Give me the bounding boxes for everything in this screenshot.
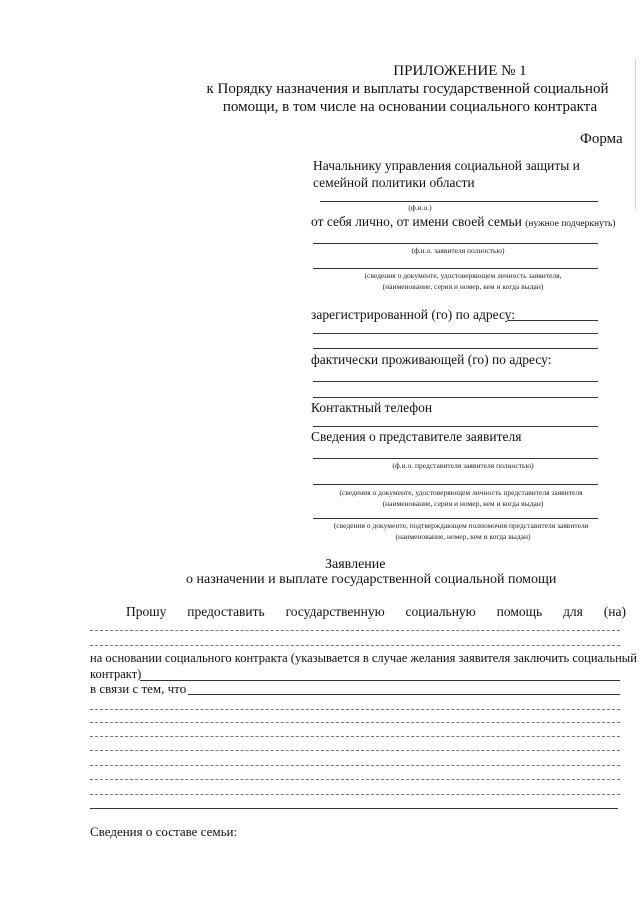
due-to-line-8[interactable] xyxy=(90,808,618,809)
due-to-line-0[interactable] xyxy=(188,694,620,695)
due-to-label: в связи с тем, что xyxy=(90,681,187,696)
fio-line[interactable] xyxy=(320,201,598,202)
statement-title: Заявление xyxy=(325,557,386,572)
doc-caption-2: (наименование, серия и номер, кем и когда выдан) xyxy=(382,282,544,291)
request-line xyxy=(126,604,626,620)
rep-doc-caption-1: (сведения о документе, удостоверяющем личность представителя заявителя xyxy=(339,488,583,497)
from-text xyxy=(311,214,615,230)
request-word-3: государственную xyxy=(285,604,385,619)
phone-label: Контактный телефон xyxy=(311,400,433,415)
rep-fio-line[interactable] xyxy=(313,458,598,459)
rep-doc-line[interactable] xyxy=(313,484,598,485)
from-note: (нужное подчеркнуть) xyxy=(525,219,616,229)
registered-line-0[interactable] xyxy=(508,320,598,321)
request-word-2: предоставить xyxy=(187,604,265,619)
due-to-line-3[interactable] xyxy=(90,736,620,737)
actual-line-1[interactable] xyxy=(313,381,598,382)
contract-line-2: контракт) xyxy=(90,667,142,681)
applicant-caption: (ф.и.о. заявителя полностью) xyxy=(411,246,505,255)
due-to-line-7[interactable] xyxy=(90,794,620,795)
family-label: Сведения о составе семьи: xyxy=(90,824,238,839)
rep-auth-line[interactable] xyxy=(313,518,598,519)
registered-line-1[interactable] xyxy=(313,333,598,334)
phone-line[interactable] xyxy=(313,426,598,427)
rep-doc-caption-2: (наименование, серия и номер, кем и когда выдан) xyxy=(382,499,544,508)
form-label: Форма xyxy=(580,131,623,147)
due-to-line-6[interactable] xyxy=(90,779,620,780)
doc-caption-1: (сведения о документе, удостоверяющем личность заявителя, xyxy=(364,271,562,280)
addressee-line-2: семейной политики области xyxy=(313,175,475,190)
addressee-line-1: Начальнику управления социальной защиты и xyxy=(313,158,580,173)
applicant-line[interactable] xyxy=(313,243,598,244)
appendix-line-2: помощи, в том числе на основании социального контракта xyxy=(222,99,598,115)
contract-fill-line[interactable] xyxy=(140,680,620,681)
request-word-4: социальную xyxy=(405,604,476,619)
request-fill-line-1[interactable] xyxy=(90,630,620,631)
request-word-1: Прошу xyxy=(126,604,167,619)
registered-label: зарегистрированной (го) по адресу: xyxy=(311,307,516,322)
registered-line-2[interactable] xyxy=(313,348,598,349)
due-to-line-1[interactable] xyxy=(90,709,620,710)
rep-auth-caption-2: (наименование, номер, кем и когда выдан) xyxy=(395,532,531,541)
rep-label: Сведения о представителе заявителя xyxy=(311,429,522,444)
actual-line-2[interactable] xyxy=(313,397,598,398)
appendix-title: ПРИЛОЖЕНИЕ № 1 xyxy=(393,63,527,79)
scan-margin-marks xyxy=(635,60,638,210)
fio-caption: (ф.и.о.) xyxy=(408,203,432,212)
request-word-5: помощь xyxy=(496,604,543,619)
contract-line-1: на основании социального контракта (указывается в случае желания заявителя заключить социальный xyxy=(90,651,637,665)
request-word-6: для xyxy=(563,604,583,619)
request-fill-line-2[interactable] xyxy=(90,645,620,646)
statement-subtitle: о назначении и выплате государственной социальной помощи xyxy=(186,572,557,587)
actual-label: фактически проживающей (го) по адресу: xyxy=(311,352,552,367)
rep-auth-caption-1: (сведения о документе, подтверждающем полномочия представителя заявителя xyxy=(333,521,589,530)
due-to-line-2[interactable] xyxy=(90,722,620,723)
request-word-7: (на) xyxy=(603,604,626,619)
from-main: от себя лично, от имени своей семьи xyxy=(311,214,522,229)
doc-line[interactable] xyxy=(313,268,598,269)
rep-fio-caption: (ф.и.о. представителя заявителя полностью) xyxy=(392,461,534,470)
appendix-line-1: к Порядку назначения и выплаты государственной социальной xyxy=(206,81,609,97)
due-to-line-5[interactable] xyxy=(90,765,620,766)
due-to-line-4[interactable] xyxy=(90,750,620,751)
